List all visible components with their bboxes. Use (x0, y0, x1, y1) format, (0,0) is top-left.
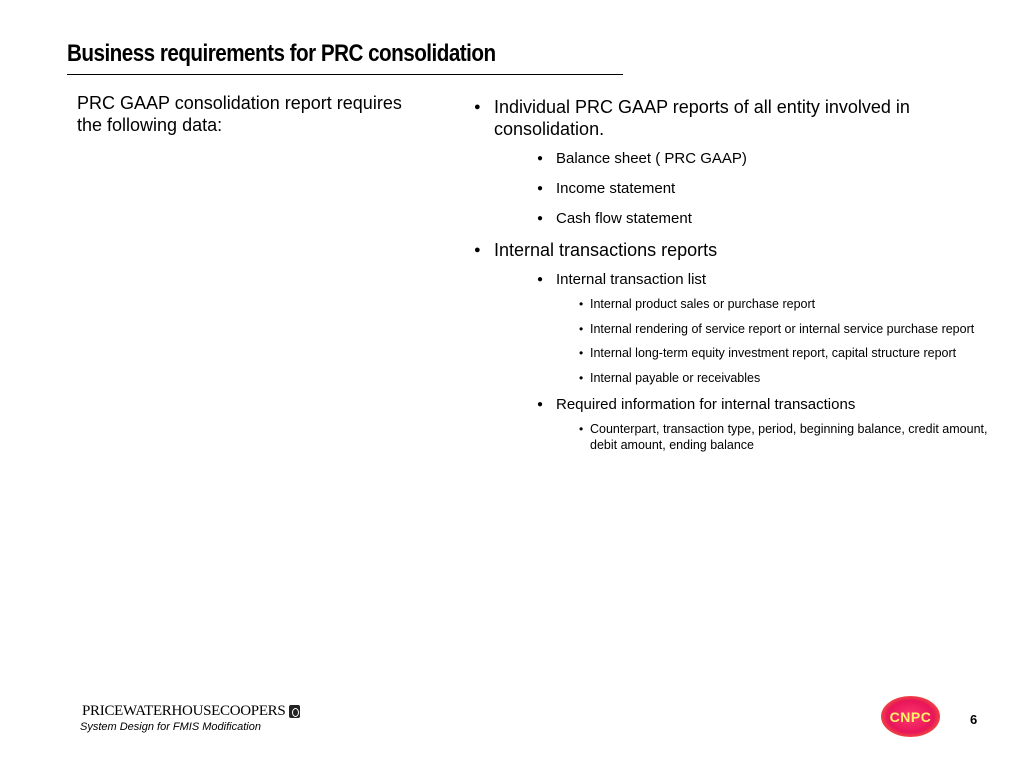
detail-payables: • Internal payable or receivables (579, 371, 990, 387)
footer-subtitle: System Design for FMIS Modification (80, 721, 261, 733)
slide-title: Business requirements for PRC consolidation (67, 40, 496, 67)
sub-bullet-income-statement: ● Income statement (537, 179, 990, 199)
bullet-internal-transactions: ● Internal transactions reports (470, 239, 990, 261)
bullet-individual-reports: ● Individual PRC GAAP reports of all entity involved in consolidation. (470, 96, 990, 140)
pwc-logo-text: PRICEWATERHOUSECOOPERS (82, 702, 286, 719)
detail-product-sales: • Internal product sales or purchase report (579, 297, 990, 313)
pwc-logo (82, 700, 300, 722)
pwc-mark-icon (289, 705, 300, 718)
sub-bullet-internal-transaction-list: ● Internal transaction list (537, 270, 990, 290)
cnpc-logo-text: CNPC (889, 708, 932, 725)
bullet-list (470, 96, 990, 462)
cnpc-logo (881, 696, 940, 737)
detail-service-report: • Internal rendering of service report or internal service purchase report (579, 322, 990, 338)
sub-bullet-balance-sheet: ● Balance sheet ( PRC GAAP) (537, 149, 990, 169)
sub-bullet-cash-flow: ● Cash flow statement (537, 209, 990, 229)
title-underline (67, 74, 623, 75)
sub-bullet-required-info: ● Required information for internal transactions (537, 395, 990, 415)
detail-equity-investment: • Internal long-term equity investment report, capital structure report (579, 346, 990, 362)
intro-text: PRC GAAP consolidation report requires the following data: (77, 93, 402, 135)
page-number: 6 (970, 712, 978, 727)
detail-required-fields: • Counterpart, transaction type, period, beginning balance, credit amount, debit amount, ending balance (579, 422, 990, 453)
